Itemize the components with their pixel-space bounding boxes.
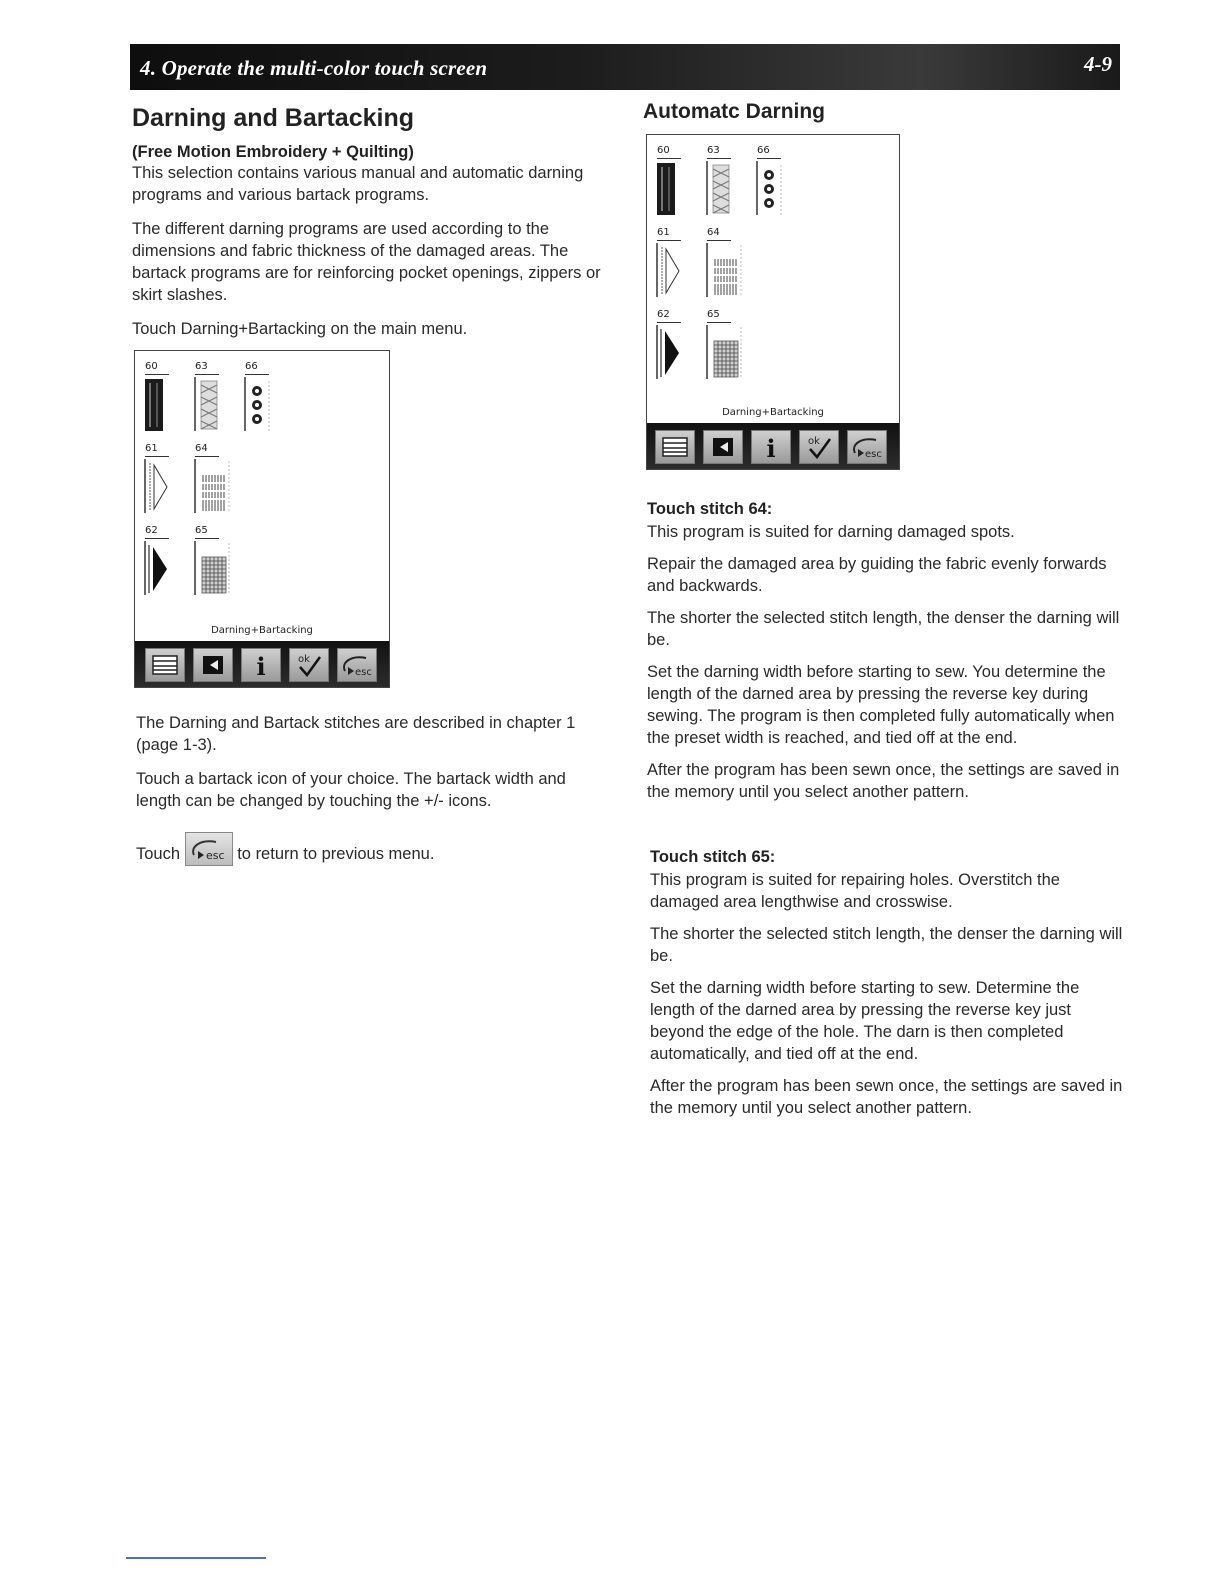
stitch-64-icon: [193, 457, 233, 515]
stitch-64-heading: Touch stitch 64:: [647, 500, 773, 518]
stitch-65-icon: [193, 539, 233, 597]
reverse-icon: [704, 431, 742, 463]
stitch-number: 60: [657, 145, 670, 156]
stitch-number: 61: [657, 227, 670, 238]
automatic-darning-title: Automatc Darning: [643, 100, 826, 123]
stitch-number: 64: [195, 443, 208, 454]
esc-label: esc: [205, 849, 225, 862]
info-icon: [752, 431, 790, 463]
stitch-number: 64: [707, 227, 720, 238]
stitch-65[interactable]: [193, 525, 231, 599]
menu-list-icon: [656, 431, 694, 463]
stitch-60-icon: [655, 159, 683, 217]
info-button[interactable]: [241, 648, 281, 682]
stitch-number: 65: [707, 309, 720, 320]
section-subtitle: (Free Motion Embroidery + Quilting): [132, 143, 414, 161]
section-title: Darning and Bartacking: [132, 104, 414, 132]
stitch-64[interactable]: [193, 443, 231, 517]
screen-caption: Darning+Bartacking: [722, 407, 824, 418]
page-number: 4-9: [1084, 52, 1112, 76]
stitch-63[interactable]: [705, 145, 743, 219]
left-column-lower: [136, 712, 611, 876]
stitch-66-icon: [755, 159, 783, 217]
instruction-paragraph: Touch Darning+Bartacking on the main menu.: [132, 320, 468, 338]
stitch-62-icon: [143, 539, 171, 597]
ok-button[interactable]: [289, 648, 329, 682]
stitch-61-icon: [655, 241, 683, 299]
info-label: i: [256, 652, 266, 681]
stitch-63-icon: [705, 159, 733, 217]
stitch-number: 66: [757, 145, 770, 156]
esc-button[interactable]: [337, 648, 377, 682]
left-column: [132, 104, 607, 350]
touch-word: Touch: [136, 845, 181, 863]
esc-return-icon: [848, 431, 886, 463]
stitch-64-section: [647, 500, 1123, 813]
reverse-button[interactable]: [703, 430, 743, 464]
chapter-title: 4. Operate the multi-color touch screen: [140, 56, 488, 80]
menu-list-button[interactable]: [145, 648, 185, 682]
stitch-61[interactable]: [655, 227, 693, 301]
stitch-65-icon: [705, 323, 745, 381]
stitch-64[interactable]: [705, 227, 743, 301]
stitch-65-heading: Touch stitch 65:: [650, 848, 776, 866]
automatic-darning-screen: [646, 134, 900, 470]
esc-return-icon: [338, 649, 376, 681]
stitch-number: 66: [245, 361, 258, 372]
stitch-63-icon: [193, 375, 221, 433]
stitch-62-icon: [655, 323, 683, 381]
stitch-65-paragraph: This program is suited for repairing holes. Overstitch the damaged area lengthwise and crosswise.: [650, 871, 1060, 911]
stitch-number: 62: [657, 309, 670, 320]
stitch-64-paragraph: Set the darning width before starting to sew. You determine the length of the darned area by pressing the reverse key during sewing. The program is then completed fully automatically when the preset width is reached, and tied off at the end.: [647, 663, 1115, 747]
stitch-65[interactable]: [705, 309, 743, 383]
stitch-66[interactable]: [243, 361, 281, 435]
screen-caption: Darning+Bartacking: [211, 625, 313, 636]
return-instruction: [136, 832, 611, 866]
stitch-number: 61: [145, 443, 158, 454]
chapter-reference-paragraph: The Darning and Bartack stitches are described in chapter 1 (page 1-3).: [136, 714, 576, 754]
stitch-61[interactable]: [143, 443, 181, 517]
intro-paragraph: This selection contains various manual and automatic darning programs and various bartack programs.: [132, 164, 584, 204]
stitch-61-icon: [143, 457, 171, 515]
stitch-66-icon: [243, 375, 271, 433]
stitch-number: 63: [707, 145, 720, 156]
ok-label: ok: [298, 654, 310, 665]
stitch-66[interactable]: [755, 145, 793, 219]
stitch-64-paragraph: This program is suited for darning damaged spots.: [647, 523, 1015, 541]
reverse-icon: [194, 649, 232, 681]
stitch-65-paragraph: The shorter the selected stitch length, the denser the darning will be.: [650, 925, 1123, 965]
screen-toolbar: [647, 423, 899, 469]
stitch-65-section: [650, 848, 1124, 1129]
ok-check-icon: [290, 649, 328, 681]
screen-toolbar: [135, 641, 389, 687]
stitch-64-icon: [705, 241, 745, 299]
stitch-63[interactable]: [193, 361, 231, 435]
right-column: [643, 100, 1123, 124]
stitch-number: 63: [195, 361, 208, 372]
ok-check-icon: [800, 431, 838, 463]
info-button[interactable]: [751, 430, 791, 464]
stitch-64-paragraph: The shorter the selected stitch length, the denser the darning will be.: [647, 609, 1120, 649]
stitch-64-paragraph: After the program has been sewn once, the settings are saved in the memory until you select another pattern.: [647, 761, 1120, 801]
bartack-instruction-paragraph: Touch a bartack icon of your choice. The bartack width and length can be changed by touching the +/- icons.: [136, 770, 566, 810]
stitch-65-paragraph: After the program has been sewn once, the settings are saved in the memory until you select another pattern.: [650, 1077, 1123, 1117]
stitch-60[interactable]: [655, 145, 693, 219]
programs-paragraph: The different darning programs are used according to the dimensions and fabric thickness of the damaged areas. The bartack programs are for reinforcing pocket openings, zippers or skirt slashes.: [132, 220, 601, 304]
stitch-62[interactable]: [655, 309, 693, 383]
info-label: i: [766, 434, 776, 463]
stitch-number: 62: [145, 525, 158, 536]
reverse-button[interactable]: [193, 648, 233, 682]
ok-label: ok: [808, 436, 820, 447]
stitch-number: 65: [195, 525, 208, 536]
menu-list-button[interactable]: [655, 430, 695, 464]
stitch-60-icon: [143, 375, 171, 433]
stitch-62[interactable]: [143, 525, 181, 599]
footer-rule: [126, 1557, 266, 1559]
chapter-header-bar: [130, 44, 1120, 90]
esc-return-icon: [185, 832, 233, 866]
esc-label: esc: [355, 667, 372, 678]
stitch-60[interactable]: [143, 361, 181, 435]
stitch-64-paragraph: Repair the damaged area by guiding the fabric evenly forwards and backwards.: [647, 555, 1107, 595]
info-icon: [242, 649, 280, 681]
esc-label: esc: [865, 449, 882, 460]
return-text: to return to previous menu.: [237, 845, 435, 863]
stitch-number: 60: [145, 361, 158, 372]
ok-button[interactable]: [799, 430, 839, 464]
esc-button[interactable]: [847, 430, 887, 464]
darning-bartacking-screen: [134, 350, 390, 688]
stitch-65-paragraph: Set the darning width before starting to sew. Determine the length of the darned area by pressing the reverse key just beyond the edge of the hole. The darn is then completed automatically, and tied off at the end.: [650, 979, 1080, 1063]
menu-list-icon: [146, 649, 184, 681]
